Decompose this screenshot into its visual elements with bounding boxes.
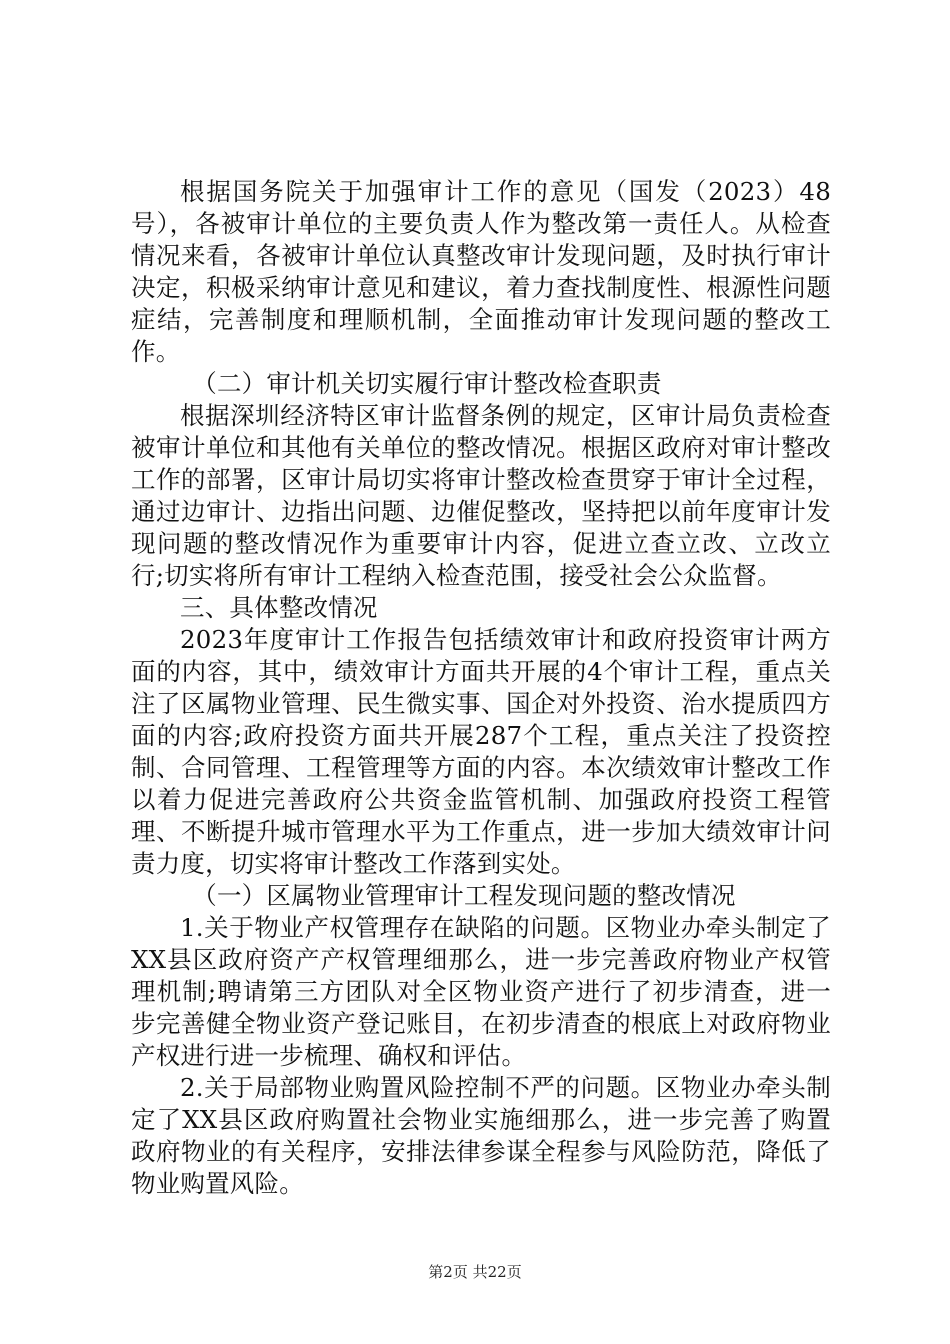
page-footer: 第2页 共22页 <box>428 1263 522 1281</box>
section-heading-audit-inspection-duty: （二）审计机关切实履行审计整改检查职责 <box>192 369 662 398</box>
section-heading-property-management: （一）区属物业管理审计工程发现问题的整改情况 <box>192 881 736 910</box>
paragraph-annual-report-summary: 2023年度审计工作报告包括绩效审计和政府投资审计两方面的内容，其中，绩效审计方面共开展的4个审计工程，重点关注了区属物业管理、民生微实事、国企对外投资、治水提质四方面的内容;政府投资方面共开展287个工程，重点关注了投资控制、合同管理、工程管理等方面的内容。本次绩效审计整改工作以着力促进完善政府公共资金监管机制、加强政府投资工程管理、不断提升城市管理水平为工作重点，进一步加大绩效审计问责力度，切实将审计整改工作落到实处。 <box>131 625 831 878</box>
paragraph-audit-regulation: 根据深圳经济特区审计监督条例的规定，区审计局负责检查被审计单位和其他有关单位的整改情况。根据区政府对审计整改工作的部署，区审计局切实将审计整改检查贯穿于审计全过程，通过边审计、边指出问题、边催促整改，坚持把以前年度审计发现问题的整改情况作为重要审计内容，促进立查立改、立改立行;切实将所有审计工程纳入检查范围，接受社会公众监督。 <box>131 401 831 590</box>
document-body <box>131 176 831 1200</box>
paragraph-rectification-responsibility: 根据国务院关于加强审计工作的意见（国发（2023）48号），各被审计单位的主要负责人作为整改第一责任人。从检查情况来看，各被审计单位认真整改审计发现问题，及时执行审计决定，积极采纳审计意见和建议，着力查找制度性、根源性问题症结，完善制度和理顺机制，全面推动审计发现问题的整改工作。 <box>131 177 831 366</box>
paragraph-property-purchase-risk: 2.关于局部物业购置风险控制不严的问题。区物业办牵头制定了XX县区政府购置社会物业实施细那么，进一步完善了购置政府物业的有关程序，安排法律参谋全程参与风险防范，降低了物业购置风险。 <box>131 1073 831 1198</box>
paragraph-property-rights-issue: 1.关于物业产权管理存在缺陷的问题。区物业办牵头制定了XX县区政府资产产权管理细那么，进一步完善政府物业产权管理机制;聘请第三方团队对全区物业资产进行了初步清查，进一步完善健全物业资产登记账目，在初步清查的根底上对政府物业产权进行进一步梳理、确权和评估。 <box>131 913 831 1070</box>
section-heading-specific-rectification: 三、具体整改情况 <box>180 593 378 622</box>
